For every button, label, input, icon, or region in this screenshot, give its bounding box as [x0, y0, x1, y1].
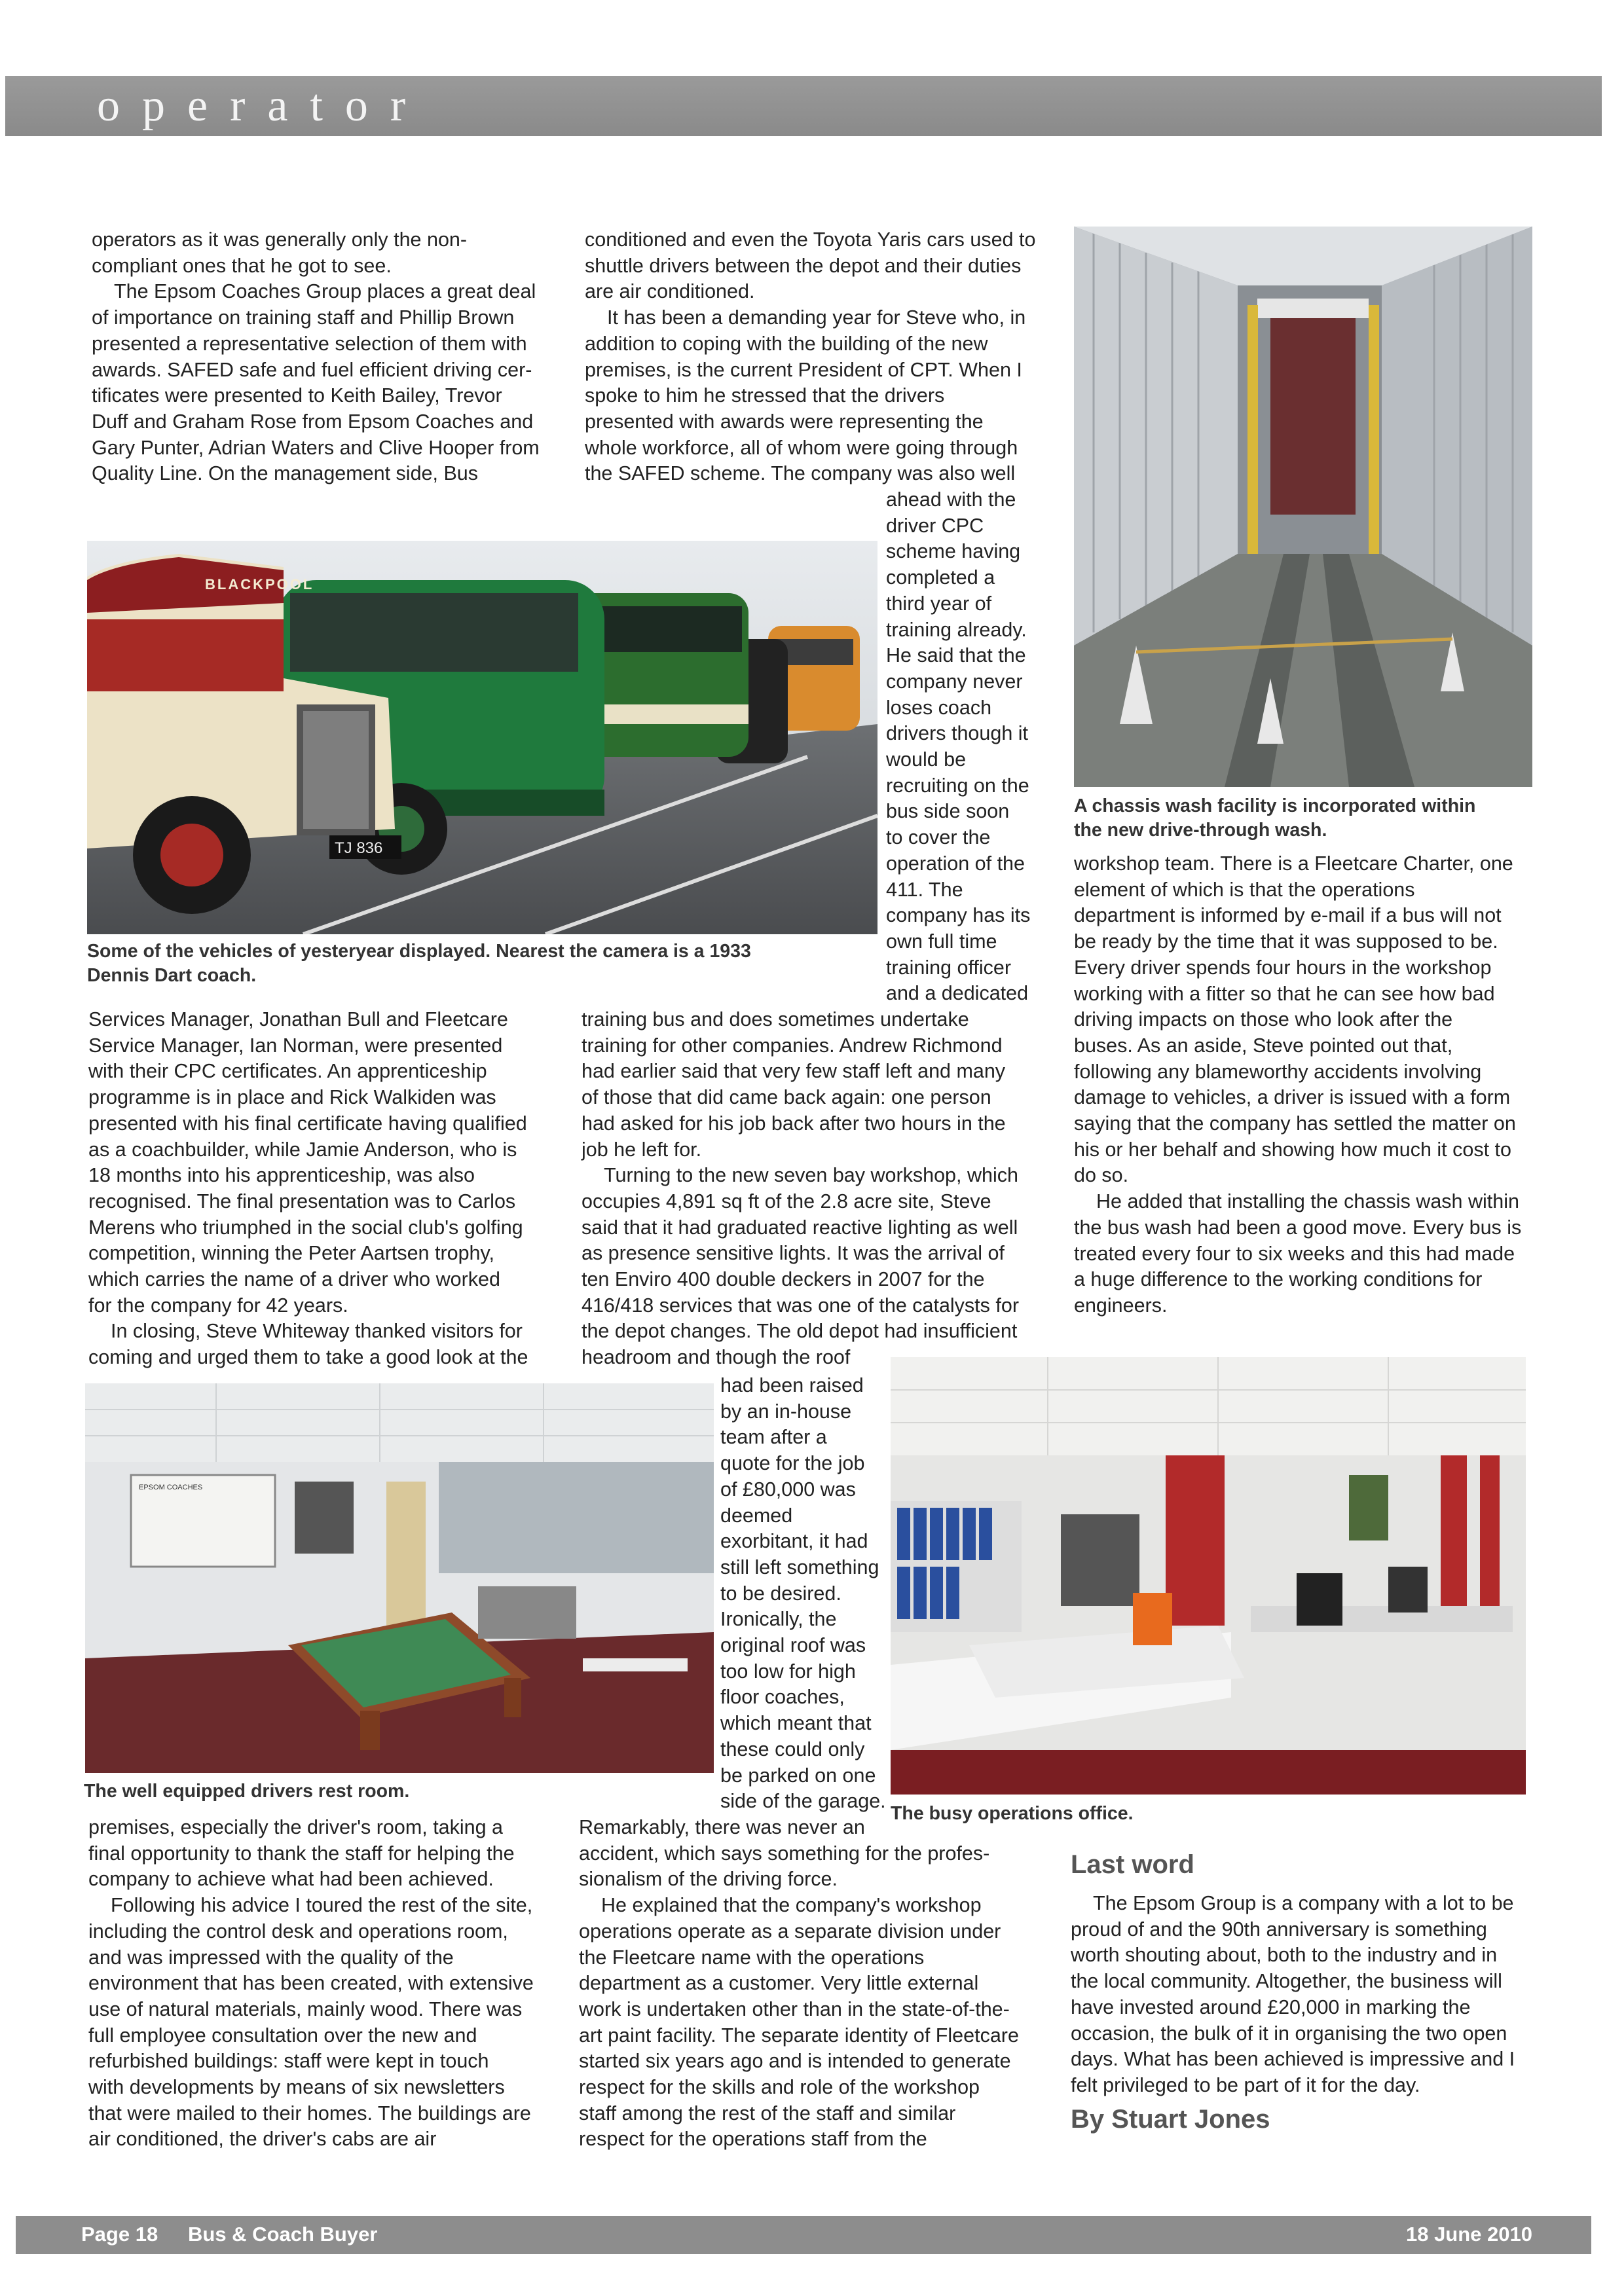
text-line: which carries the name of a driver who worked — [88, 1268, 500, 1291]
text-line: He explained that the company's workshop — [601, 1894, 982, 1917]
text-line: days. What has been achieved is impressive and I — [1071, 2048, 1515, 2071]
text-line: and a dedicated — [886, 982, 1029, 1005]
text-line: department is informed by e-mail if a bus will not — [1074, 904, 1502, 927]
text-line: operations operate as a separate division under — [579, 1920, 1001, 1942]
text-line: exorbitant, it had — [720, 1530, 868, 1553]
vintage-buses-photo — [87, 541, 877, 934]
caption-line: A chassis wash facility is incorporated within — [1074, 795, 1476, 816]
byline: By Stuart Jones — [1071, 2105, 1270, 2134]
text-line: 18 months into his apprenticeship, was also — [88, 1164, 475, 1187]
column-1-mid — [88, 1007, 560, 1371]
text-line: accident, which says something for the profes- — [579, 1842, 990, 1865]
text-line: saying that the company has settled the matter on — [1074, 1112, 1516, 1135]
text-line: Services Manager, Jonathan Bull and Fleetcare — [88, 1008, 508, 1030]
text-line: In closing, Steve Whiteway thanked visitors for — [111, 1320, 523, 1343]
text-line: work is undertaken other than in the state-of-the- — [579, 1997, 1010, 2020]
text-line: awards. SAFED safe and fuel efficient driving cer- — [92, 358, 532, 381]
text-line: loses coach — [886, 696, 992, 719]
page-number: Page 18 — [81, 2223, 158, 2246]
text-line: environment that has been created, with extensive — [88, 1972, 534, 1995]
text-line: the bus wash had been a good move. Every bus is — [1074, 1216, 1522, 1239]
text-line: compliant ones that he got to see. — [92, 254, 392, 277]
text-line: The Epsom Coaches Group places a great deal — [114, 280, 536, 303]
rest-room-poster: EPSOM COACHES — [139, 1484, 203, 1491]
text-line: started six years ago and is intended to generate — [579, 2050, 1011, 2073]
text-line: operators as it was generally only the non- — [92, 228, 468, 251]
text-line: as a coachbuilder, while Jamie Anderson, who is — [88, 1138, 517, 1161]
text-line: programme is in place and Rick Walkiden was — [88, 1086, 496, 1109]
caption-line: the new drive-through wash. — [1074, 820, 1327, 841]
text-line: department as a customer. Very little external — [579, 1972, 979, 1995]
text-line: damage to vehicles, a driver is issued with a form — [1074, 1086, 1511, 1109]
text-line: which meant that — [720, 1712, 872, 1735]
text-line: training bus and does sometimes undertake — [582, 1008, 969, 1030]
text-line: Following his advice I toured the rest of the site, — [111, 1894, 533, 1917]
column-2-mid — [582, 1007, 1053, 1371]
text-line: scheme having — [886, 540, 1021, 563]
text-line: respect for the skills and role of the workshop — [579, 2076, 980, 2099]
text-line: The Epsom Group is a company with a lot to be — [1093, 1892, 1514, 1914]
text-line: working with a fitter so that he can see how bad — [1074, 982, 1495, 1005]
text-line: had been raised — [720, 1374, 864, 1396]
text-line: It has been a demanding year for Steve who, in — [607, 306, 1026, 329]
issue-date: 18 June 2010 — [1405, 2223, 1532, 2246]
text-line: the local community. Altogether, the business will — [1071, 1970, 1502, 1993]
text-line: of those that did came back again: one person — [582, 1086, 991, 1109]
text-line: bus side soon — [886, 800, 1010, 823]
text-line: Gary Punter, Adrian Waters and Clive Hooper from — [92, 436, 540, 459]
text-line: competition, winning the Peter Aartsen trophy, — [88, 1242, 494, 1265]
text-line: operation of the — [886, 852, 1025, 875]
last-word-heading: Last word — [1071, 1850, 1194, 1879]
text-line: these could only — [720, 1738, 865, 1760]
text-line: side of the garage. — [720, 1790, 886, 1813]
text-line: still left something — [720, 1556, 879, 1578]
text-line: training for other companies. Andrew Richmond — [582, 1034, 1003, 1057]
text-line: full employee consultation over the new and — [88, 2024, 477, 2047]
text-line: presented a representative selection of them with — [92, 332, 527, 355]
text-line: premises, especially the driver's room, taking a — [88, 1816, 504, 1838]
text-line: presented with his final certificate having qualified — [88, 1112, 527, 1135]
text-line: company has its — [886, 904, 1031, 927]
column-2-bottom — [579, 1815, 1050, 2153]
text-line: with developments by means of six newsletters — [88, 2076, 505, 2099]
text-line: be parked on one — [720, 1764, 876, 1787]
text-line: staff among the rest of the staff and similar — [579, 2102, 956, 2124]
text-line: Remarkably, there was never an — [579, 1816, 865, 1838]
text-line: occasion, the bulk of it in organising the two open — [1071, 2022, 1507, 2045]
caption-rest-room — [84, 1779, 673, 1804]
text-line: presented with awards were representing the — [585, 410, 984, 433]
text-line: air conditioned, the driver's cabs are air — [88, 2128, 437, 2151]
text-line: had earlier said that very few staff left and many — [582, 1060, 1006, 1083]
text-line: Duff and Graham Rose from Epsom Coaches and — [92, 410, 534, 433]
text-line: occupies 4,891 sq ft of the 2.8 acre site, Steve — [582, 1190, 991, 1212]
text-line: quote for the job — [720, 1452, 865, 1475]
text-line: do so. — [1074, 1164, 1129, 1187]
caption-line: The well equipped drivers rest room. — [84, 1781, 410, 1802]
caption-vintage-buses — [87, 939, 893, 988]
text-line: completed a — [886, 566, 995, 589]
text-line: driving impacts on those who look after the — [1074, 1008, 1453, 1031]
text-line: too low for high — [720, 1660, 856, 1683]
text-line: engineers. — [1074, 1294, 1168, 1317]
text-line: headroom and though the roof — [582, 1346, 851, 1369]
column-3-mid — [1074, 851, 1545, 1319]
text-line: workshop team. There is a Fleetcare Charter, one — [1074, 852, 1513, 875]
text-line: had asked for his job back after two hours in the — [582, 1112, 1006, 1135]
text-line: would be — [886, 748, 967, 771]
text-line: following any blameworthy accidents involving — [1074, 1060, 1482, 1083]
text-line: including the control desk and operations room, — [88, 1920, 508, 1942]
text-line: Turning to the new seven bay workshop, which — [604, 1164, 1018, 1187]
chassis-wash-photo — [1074, 227, 1532, 787]
text-line: drivers though it — [886, 722, 1028, 745]
text-line: 411. The — [886, 878, 963, 901]
text-line: buses. As an aside, Steve pointed out that, — [1074, 1034, 1453, 1057]
text-line: of £80,000 was — [720, 1478, 856, 1501]
text-line: felt privileged to be part of it for the day. — [1071, 2073, 1420, 2096]
text-line: the Fleetcare name with the operations — [579, 1946, 925, 1969]
text-line: a huge difference to the working conditions for — [1074, 1268, 1483, 1291]
text-line: premises, is the current President of CPT. When I — [585, 358, 1022, 381]
number-plate: TJ 836 — [335, 839, 383, 857]
text-line: with their CPC certificates. An apprenticeship — [88, 1060, 487, 1083]
text-line: be ready by the time that it was supposed to be. — [1074, 930, 1498, 953]
caption-line: The busy operations office. — [891, 1803, 1134, 1824]
text-line: final opportunity to thank the staff for helping the — [88, 1842, 515, 1865]
text-line: worth shouting about, both to the industry and in — [1071, 1944, 1498, 1967]
text-line: company to achieve what had been achieved. — [88, 1868, 494, 1891]
text-line: proud of and the 90th anniversary is something — [1071, 1918, 1487, 1941]
text-line: ten Enviro 400 double deckers in 2007 for the — [582, 1268, 985, 1291]
text-line: element of which is that the operations — [1074, 878, 1415, 901]
text-line: that were mailed to their homes. The buildings are — [88, 2102, 531, 2124]
column-2-narrow — [886, 487, 1037, 1007]
text-line: team after a — [720, 1426, 827, 1449]
text-line: Service Manager, Ian Norman, were presented — [88, 1034, 503, 1057]
text-line: for the company for 42 years. — [88, 1294, 348, 1317]
publication-name: Bus & Coach Buyer — [188, 2223, 378, 2246]
blackpool-sign: BLACKPOOL — [205, 576, 314, 592]
text-line: Merens who triumphed in the social club's golfing — [88, 1216, 523, 1239]
text-line: company never — [886, 670, 1023, 693]
text-line: to be desired. — [720, 1582, 841, 1605]
text-line: to cover the — [886, 826, 991, 849]
text-line: treated every four to six weeks and this had made — [1074, 1242, 1515, 1265]
caption-chassis-wash — [1074, 794, 1545, 843]
last-word-body — [1071, 1891, 1542, 2099]
section-title: operator — [97, 81, 428, 131]
text-line: use of natural materials, mainly wood. There was — [88, 1997, 523, 2020]
text-line: coming and urged them to take a good look at the — [88, 1346, 528, 1369]
section-banner — [5, 76, 1602, 136]
text-line: sionalism of the driving force. — [579, 1868, 838, 1891]
caption-line: Some of the vehicles of yesteryear displayed. Nearest the camera is a 1933 — [87, 941, 751, 962]
text-line: original roof was — [720, 1634, 866, 1657]
text-line: refurbished buildings: staff were kept in touch — [88, 2050, 489, 2073]
text-line: recognised. The final presentation was to Carlos — [88, 1190, 516, 1212]
text-line: and was impressed with the quality of the — [88, 1946, 454, 1969]
text-line: conditioned and even the Toyota Yaris cars used to — [585, 228, 1036, 251]
column-2-top — [585, 227, 1043, 487]
text-line: third year of — [886, 592, 992, 615]
text-line: tificates were presented to Keith Bailey, Trevor — [92, 384, 502, 407]
text-line: by an in-house — [720, 1400, 852, 1423]
text-line: as presence sensitive lights. It was the arrival of — [582, 1242, 1005, 1265]
text-line: of importance on training staff and Phillip Brown — [92, 306, 515, 329]
column-1-top — [92, 227, 550, 487]
text-line: the depot changes. The old depot had insufficient — [582, 1320, 1018, 1343]
text-line: deemed — [720, 1504, 793, 1527]
text-line: the SAFED scheme. The company was also well — [585, 462, 1016, 485]
rest-room-photo — [85, 1383, 714, 1773]
text-line: addition to coping with the building of the new — [585, 332, 988, 355]
text-line: his or her behalf and showing how much it cost to — [1074, 1138, 1511, 1161]
text-line: He said that the — [886, 644, 1026, 667]
text-line: recruiting on the — [886, 774, 1029, 797]
text-line: whole workforce, all of whom were going through — [585, 436, 1018, 459]
caption-line: Dennis Dart coach. — [87, 965, 257, 986]
text-line: Every driver spends four hours in the workshop — [1074, 956, 1492, 979]
text-line: ahead with the — [886, 488, 1016, 511]
text-line: Quality Line. On the management side, Bus — [92, 462, 478, 485]
text-line: Ironically, the — [720, 1608, 837, 1631]
text-line: have invested around £20,000 in marking the — [1071, 1995, 1471, 2018]
text-line: job he left for. — [582, 1138, 702, 1161]
text-line: are air conditioned. — [585, 280, 755, 303]
column-2-narrow-lower — [720, 1373, 886, 1815]
text-line: He added that installing the chassis wash within — [1096, 1190, 1519, 1213]
text-line: 416/418 services that was one of the catalysts for — [582, 1294, 1019, 1317]
text-line: training officer — [886, 956, 1012, 979]
text-line: shuttle drivers between the depot and their duties — [585, 254, 1022, 277]
text-line: floor coaches, — [720, 1686, 845, 1709]
text-line: art paint facility. The separate identity of Fleetcare — [579, 2024, 1019, 2047]
text-line: driver CPC — [886, 514, 984, 537]
column-1-bottom — [88, 1815, 560, 2153]
text-line: own full time — [886, 930, 997, 953]
page-footer — [16, 2216, 1591, 2254]
text-line: said that it had graduated reactive lighting as well — [582, 1216, 1018, 1239]
operations-office-photo — [891, 1357, 1526, 1795]
text-line: spoke to him he stressed that the drivers — [585, 384, 945, 407]
text-line: training already. — [886, 618, 1027, 641]
text-line: respect for the operations staff from the — [579, 2128, 927, 2151]
